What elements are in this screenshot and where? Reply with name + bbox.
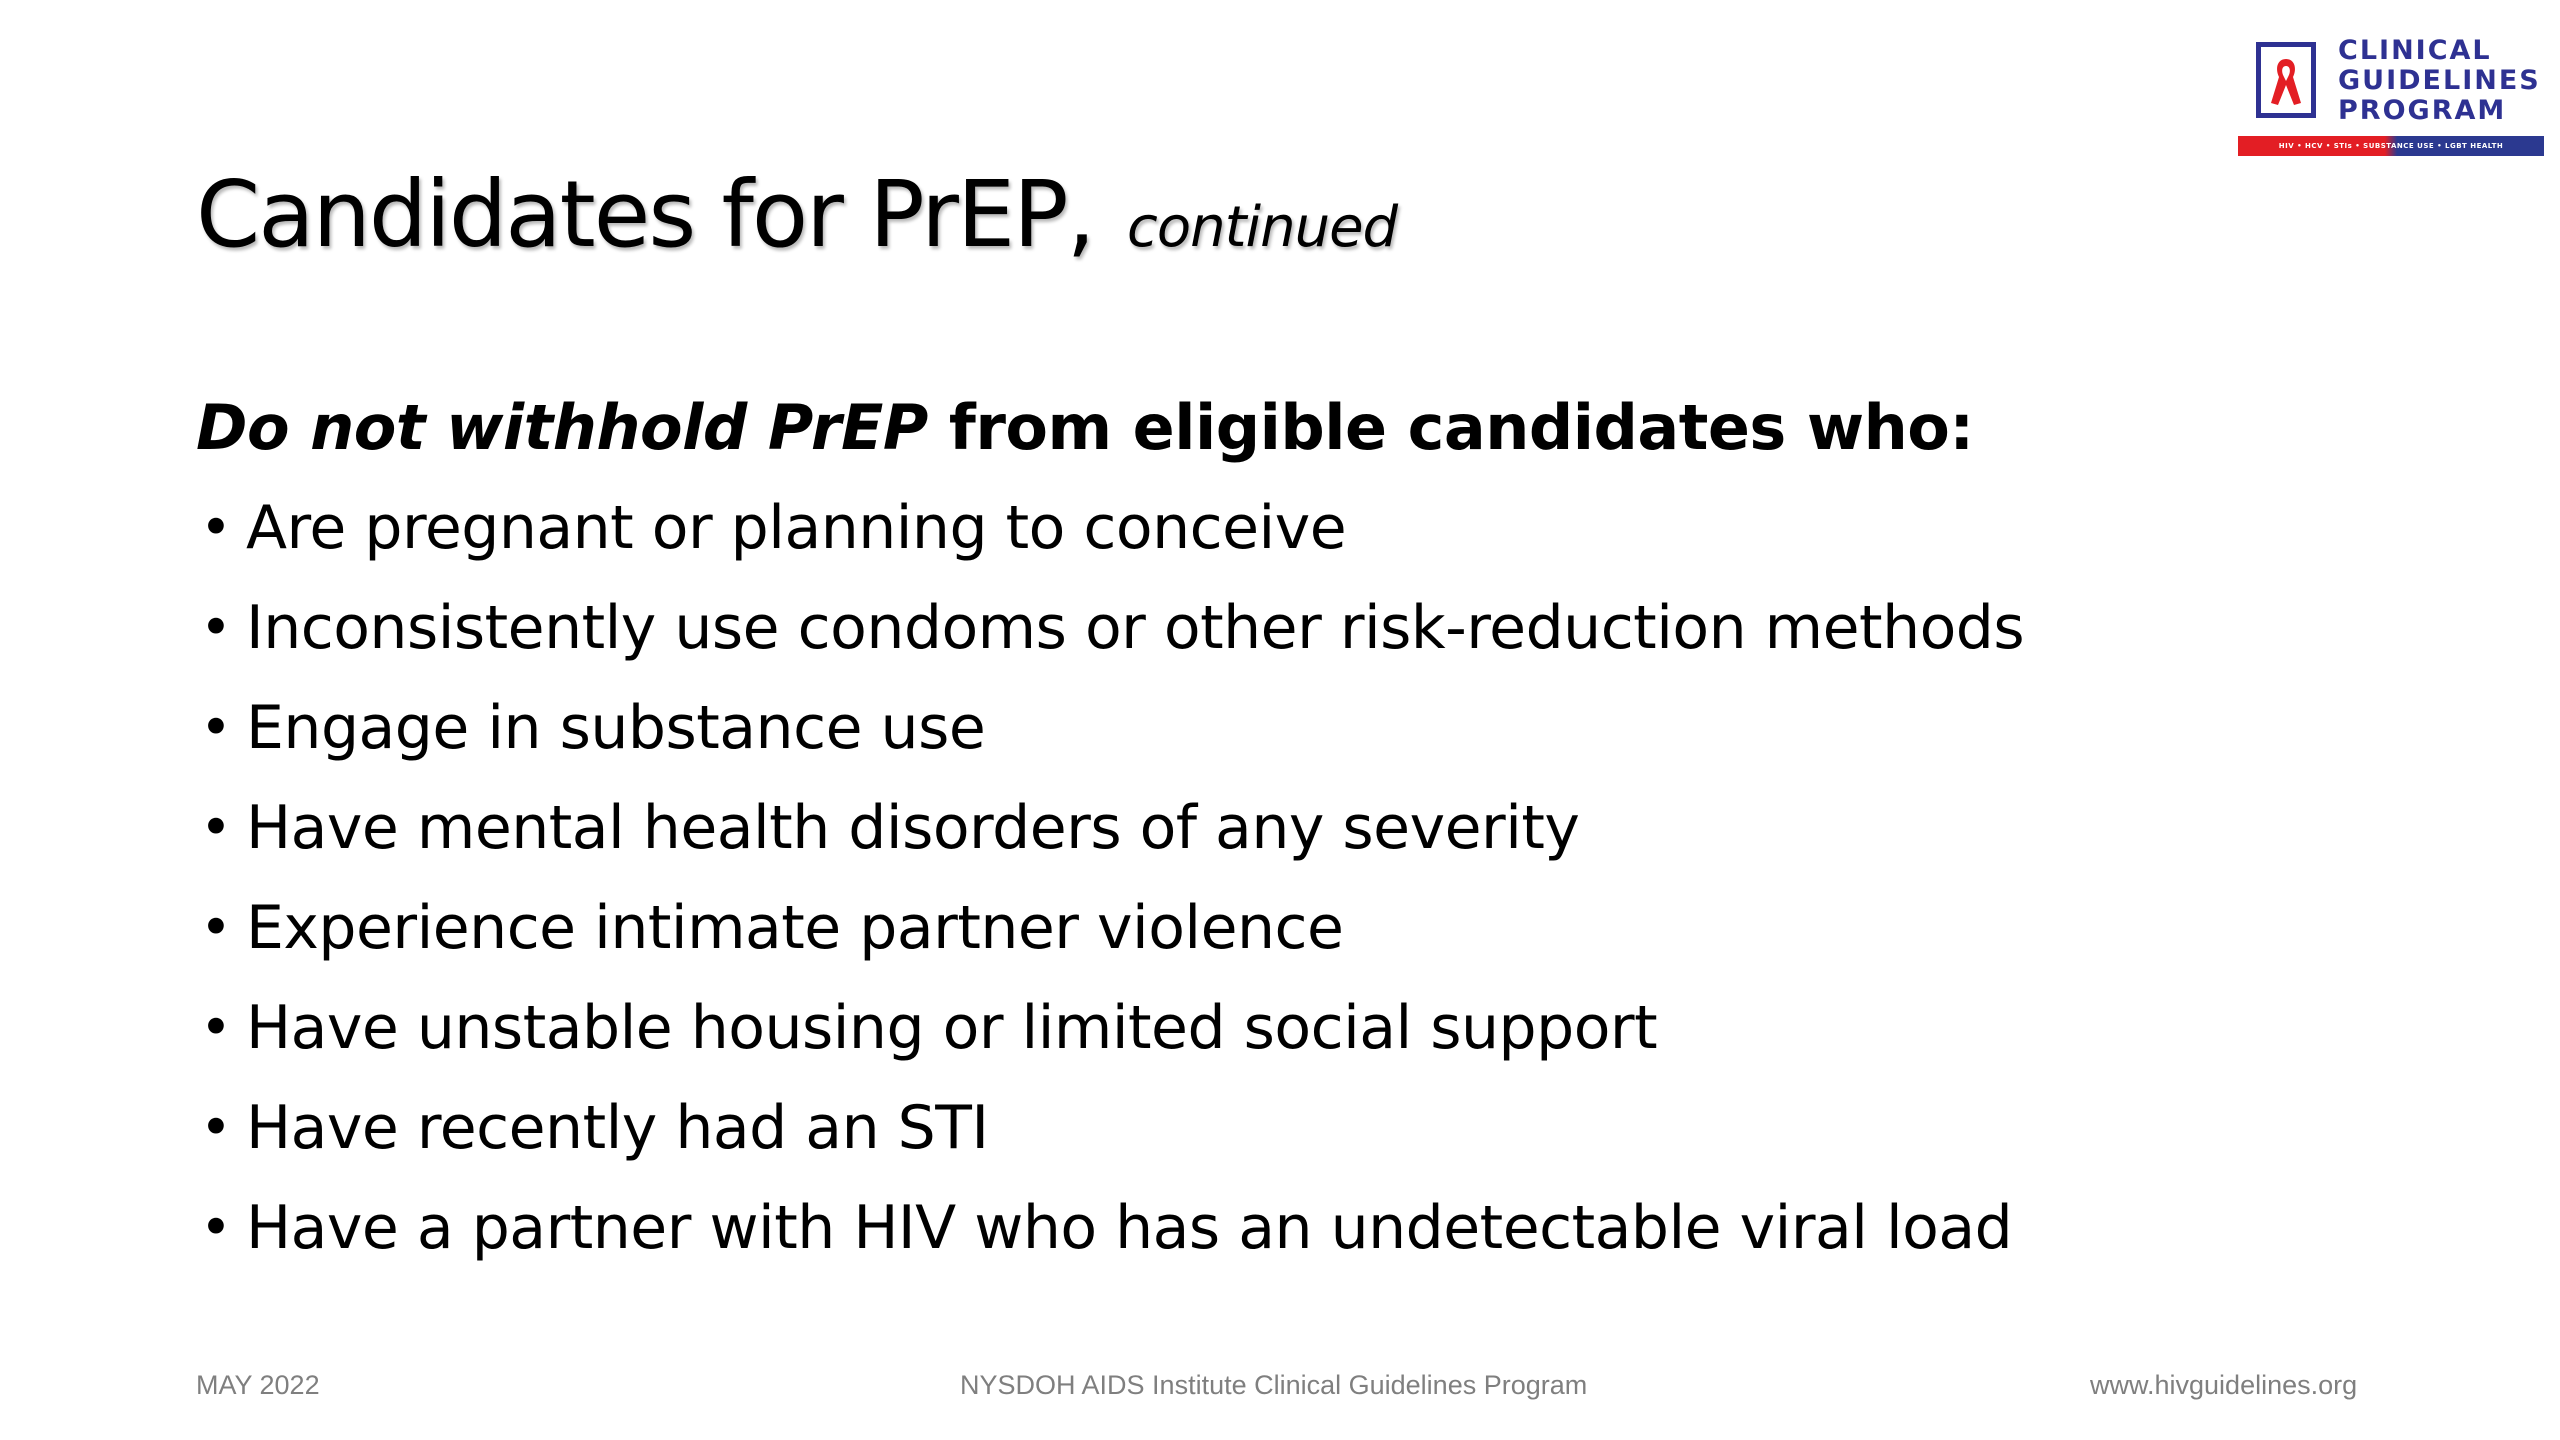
red-ribbon-icon xyxy=(2267,55,2305,109)
bullet-glyph: • xyxy=(200,896,232,959)
logo-tagline: HIV • HCV • STIs • SUBSTANCE USE • LGBT HEALTH xyxy=(2238,136,2544,156)
slide-title xyxy=(196,150,1397,293)
bullet-text: Have unstable housing or limited social support xyxy=(246,993,1658,1063)
footer-program: NYSDOH AIDS Institute Clinical Guidelines Program xyxy=(960,1370,1588,1400)
logo-emblem xyxy=(2256,42,2316,118)
bullet-glyph: • xyxy=(200,1196,232,1259)
bullet-glyph: • xyxy=(200,596,232,659)
bullet-glyph: • xyxy=(200,796,232,859)
bullet-glyph: • xyxy=(200,1096,232,1159)
logo-line-2: GUIDELINES xyxy=(2338,65,2541,96)
clinical-guidelines-program-logo xyxy=(2238,36,2544,162)
bullet-text: Inconsistently use condoms or other risk-reduction methods xyxy=(246,593,2025,663)
bullet-text: Experience intimate partner violence xyxy=(246,893,1344,963)
bullet-item xyxy=(196,778,2024,878)
bullet-item xyxy=(196,1178,2024,1278)
bullet-text: Are pregnant or planning to conceive xyxy=(246,493,1347,563)
bullet-glyph: • xyxy=(200,496,232,559)
bullet-item xyxy=(196,478,2024,578)
lead-statement xyxy=(196,378,1974,478)
logo-line-3: PROGRAM xyxy=(2338,95,2507,126)
lead-rest: from eligible candidates who: xyxy=(927,391,1974,464)
bullet-glyph: • xyxy=(200,696,232,759)
footer-url: www.hivguidelines.org xyxy=(2090,1370,2358,1400)
bullet-glyph: • xyxy=(200,996,232,1059)
lead-emphasis: Do not withhold PrEP xyxy=(196,391,928,464)
bullet-text: Have a partner with HIV who has an undetectable viral load xyxy=(246,1193,2013,1263)
bullet-item xyxy=(196,978,2024,1078)
bullet-text: Have mental health disorders of any severity xyxy=(246,793,1580,863)
slide-title-main: Candidates for PrEP, xyxy=(196,161,1094,268)
bullet-item xyxy=(196,678,2024,778)
slide-title-suffix: continued xyxy=(1127,195,1398,260)
bullet-item xyxy=(196,1078,2024,1178)
bullet-item xyxy=(196,878,2024,978)
bullet-list xyxy=(196,478,2024,1278)
logo-line-1: CLINICAL xyxy=(2338,35,2492,66)
bullet-text: Engage in substance use xyxy=(246,693,986,763)
logo-wordmark xyxy=(2338,36,2541,126)
bullet-item xyxy=(196,578,2024,678)
footer-date: MAY 2022 xyxy=(196,1370,320,1400)
bullet-text: Have recently had an STI xyxy=(246,1093,989,1163)
